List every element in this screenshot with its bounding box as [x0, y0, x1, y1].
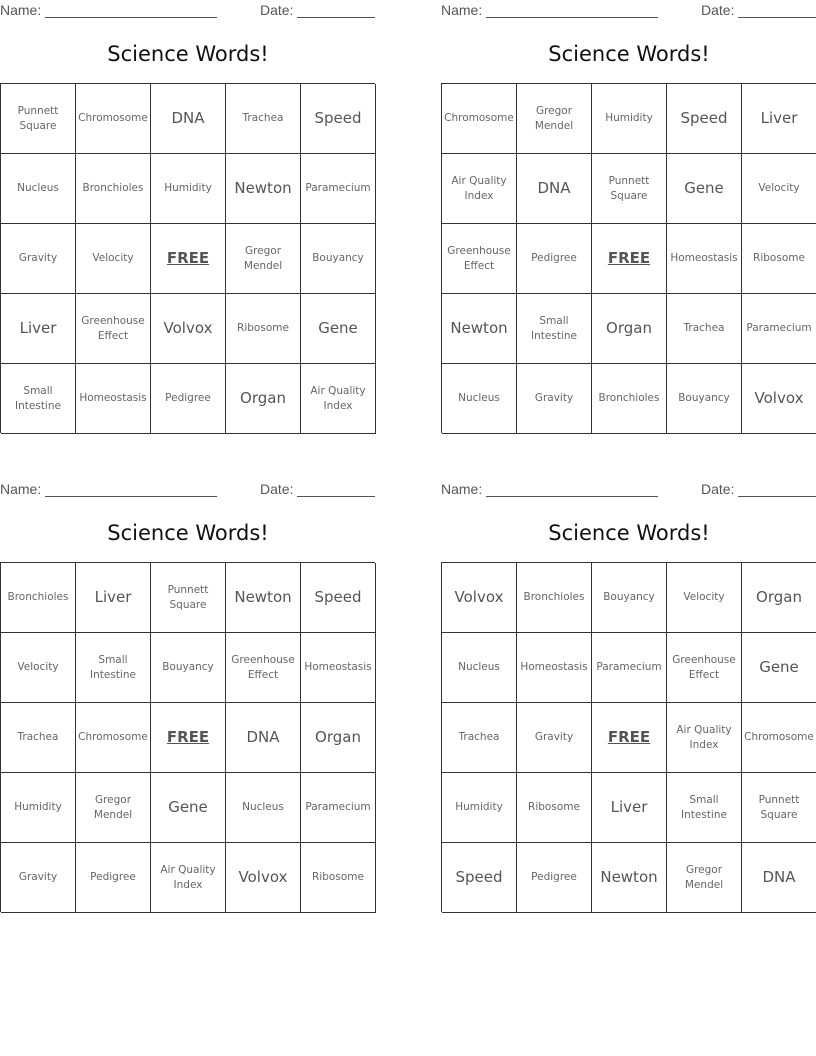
free-space-cell: FREE	[151, 224, 226, 294]
bingo-cell: Liver	[1, 294, 76, 364]
bingo-cell: Ribosome	[301, 843, 376, 913]
bingo-cell: Humidity	[442, 773, 517, 843]
bingo-cell: Homeostasis	[301, 633, 376, 703]
bingo-cell: Newton	[226, 154, 301, 224]
free-space-cell: FREE	[592, 224, 667, 294]
bingo-cell: Organ	[226, 364, 301, 434]
free-space-cell: FREE	[151, 703, 226, 773]
bingo-cell: Bronchioles	[1, 563, 76, 633]
bingo-cell: Ribosome	[226, 294, 301, 364]
bingo-cell: Greenhouse Effect	[667, 633, 742, 703]
bingo-cell: Humidity	[151, 154, 226, 224]
bingo-cell: Chromosome	[742, 703, 816, 773]
bingo-cell: Organ	[301, 703, 376, 773]
bingo-cell: Chromosome	[76, 703, 151, 773]
bingo-cell: Small Intestine	[76, 633, 151, 703]
bingo-cell: Gene	[301, 294, 376, 364]
bingo-grid	[0, 562, 375, 912]
name-blank	[45, 496, 217, 497]
bingo-cell: Pedigree	[517, 843, 592, 913]
bingo-cell: Trachea	[442, 703, 517, 773]
bingo-cell: Gregor Mendel	[667, 843, 742, 913]
name-blank	[486, 496, 658, 497]
bingo-card-3	[0, 479, 376, 919]
bingo-grid	[441, 83, 816, 433]
bingo-cell: Volvox	[151, 294, 226, 364]
bingo-cell: Pedigree	[76, 843, 151, 913]
bingo-cell: Bronchioles	[592, 364, 667, 434]
bingo-cell: Punnett Square	[592, 154, 667, 224]
bingo-cell: Speed	[301, 563, 376, 633]
bingo-cell: Bouyancy	[151, 633, 226, 703]
bingo-cell: Humidity	[592, 84, 667, 154]
bingo-cell: Humidity	[1, 773, 76, 843]
bingo-cell: Speed	[667, 84, 742, 154]
free-space-cell: FREE	[592, 703, 667, 773]
bingo-cell: Trachea	[1, 703, 76, 773]
card-title: Science Words!	[548, 42, 710, 66]
bingo-cell: Velocity	[742, 154, 816, 224]
bingo-cell: Liver	[76, 563, 151, 633]
bingo-cell: Air Quality Index	[667, 703, 742, 773]
name-date-row	[0, 481, 376, 499]
bingo-card-1	[0, 0, 376, 440]
date-blank	[297, 17, 375, 18]
bingo-cell: Greenhouse Effect	[226, 633, 301, 703]
bingo-cell: Gene	[742, 633, 816, 703]
bingo-cell: Air Quality Index	[151, 843, 226, 913]
bingo-cell: Punnett Square	[742, 773, 816, 843]
name-blank	[45, 17, 217, 18]
date-label: Date:	[260, 2, 294, 18]
bingo-cell: DNA	[151, 84, 226, 154]
name-label: Name:	[441, 481, 483, 497]
date-label: Date:	[260, 481, 294, 497]
bingo-cell: Gregor Mendel	[517, 84, 592, 154]
bingo-cell: Bouyancy	[592, 563, 667, 633]
name-date-row	[441, 2, 816, 20]
bingo-cell: Gravity	[517, 703, 592, 773]
bingo-card-2	[441, 0, 816, 440]
bingo-cell: Bronchioles	[517, 563, 592, 633]
bingo-cell: Paramecium	[301, 773, 376, 843]
bingo-cell: Gregor Mendel	[226, 224, 301, 294]
bingo-cell: Bronchioles	[76, 154, 151, 224]
bingo-cell: Homeostasis	[667, 224, 742, 294]
bingo-cell: Liver	[592, 773, 667, 843]
bingo-cell: Homeostasis	[76, 364, 151, 434]
bingo-cell: Pedigree	[517, 224, 592, 294]
bingo-cell: Nucleus	[226, 773, 301, 843]
bingo-cell: Nucleus	[442, 633, 517, 703]
bingo-cell: Punnett Square	[151, 563, 226, 633]
bingo-cell: Pedigree	[151, 364, 226, 434]
bingo-cell: Velocity	[76, 224, 151, 294]
name-label: Name:	[441, 2, 483, 18]
bingo-cell: Bouyancy	[301, 224, 376, 294]
bingo-cell: Paramecium	[592, 633, 667, 703]
date-blank	[297, 496, 375, 497]
bingo-cell: Gravity	[517, 364, 592, 434]
bingo-grid	[0, 83, 375, 433]
date-blank	[738, 17, 816, 18]
bingo-cell: Bouyancy	[667, 364, 742, 434]
card-title: Science Words!	[107, 42, 269, 66]
bingo-cell: Gravity	[1, 224, 76, 294]
bingo-cell: Liver	[742, 84, 816, 154]
bingo-cell: Volvox	[226, 843, 301, 913]
bingo-cell: Nucleus	[1, 154, 76, 224]
name-label: Name:	[0, 2, 42, 18]
bingo-cell: Paramecium	[301, 154, 376, 224]
bingo-grid	[441, 562, 816, 912]
bingo-cell: Newton	[592, 843, 667, 913]
name-date-row	[441, 481, 816, 499]
name-label: Name:	[0, 481, 42, 497]
bingo-cell: Chromosome	[76, 84, 151, 154]
bingo-cell: Small Intestine	[1, 364, 76, 434]
name-blank	[486, 17, 658, 18]
bingo-cell: Velocity	[1, 633, 76, 703]
bingo-cell: Greenhouse Effect	[442, 224, 517, 294]
bingo-cell: DNA	[742, 843, 816, 913]
bingo-cell: Ribosome	[742, 224, 816, 294]
bingo-cell: Newton	[442, 294, 517, 364]
bingo-cell: Gene	[151, 773, 226, 843]
date-blank	[738, 496, 816, 497]
bingo-cell: Speed	[442, 843, 517, 913]
bingo-cell: Trachea	[226, 84, 301, 154]
bingo-cell: Organ	[592, 294, 667, 364]
card-title: Science Words!	[548, 521, 710, 545]
bingo-cell: Organ	[742, 563, 816, 633]
date-label: Date:	[701, 481, 735, 497]
bingo-cell: Gregor Mendel	[76, 773, 151, 843]
bingo-cell: Air Quality Index	[442, 154, 517, 224]
bingo-cell: Volvox	[442, 563, 517, 633]
bingo-cell: Nucleus	[442, 364, 517, 434]
bingo-cell: Greenhouse Effect	[76, 294, 151, 364]
bingo-cell: Trachea	[667, 294, 742, 364]
bingo-cell: Gravity	[1, 843, 76, 913]
bingo-cell: Air Quality Index	[301, 364, 376, 434]
bingo-cell: Chromosome	[442, 84, 517, 154]
date-label: Date:	[701, 2, 735, 18]
bingo-cell: Small Intestine	[517, 294, 592, 364]
name-date-row	[0, 2, 376, 20]
bingo-cell: DNA	[517, 154, 592, 224]
bingo-cell: Gene	[667, 154, 742, 224]
bingo-cell: Paramecium	[742, 294, 816, 364]
bingo-cell: Newton	[226, 563, 301, 633]
bingo-card-4	[441, 479, 816, 919]
bingo-cell: Velocity	[667, 563, 742, 633]
bingo-cell: Homeostasis	[517, 633, 592, 703]
bingo-cell: Small Intestine	[667, 773, 742, 843]
bingo-cell: DNA	[226, 703, 301, 773]
bingo-cell: Speed	[301, 84, 376, 154]
bingo-cell: Volvox	[742, 364, 816, 434]
bingo-cell: Punnett Square	[1, 84, 76, 154]
bingo-cell: Ribosome	[517, 773, 592, 843]
card-title: Science Words!	[107, 521, 269, 545]
